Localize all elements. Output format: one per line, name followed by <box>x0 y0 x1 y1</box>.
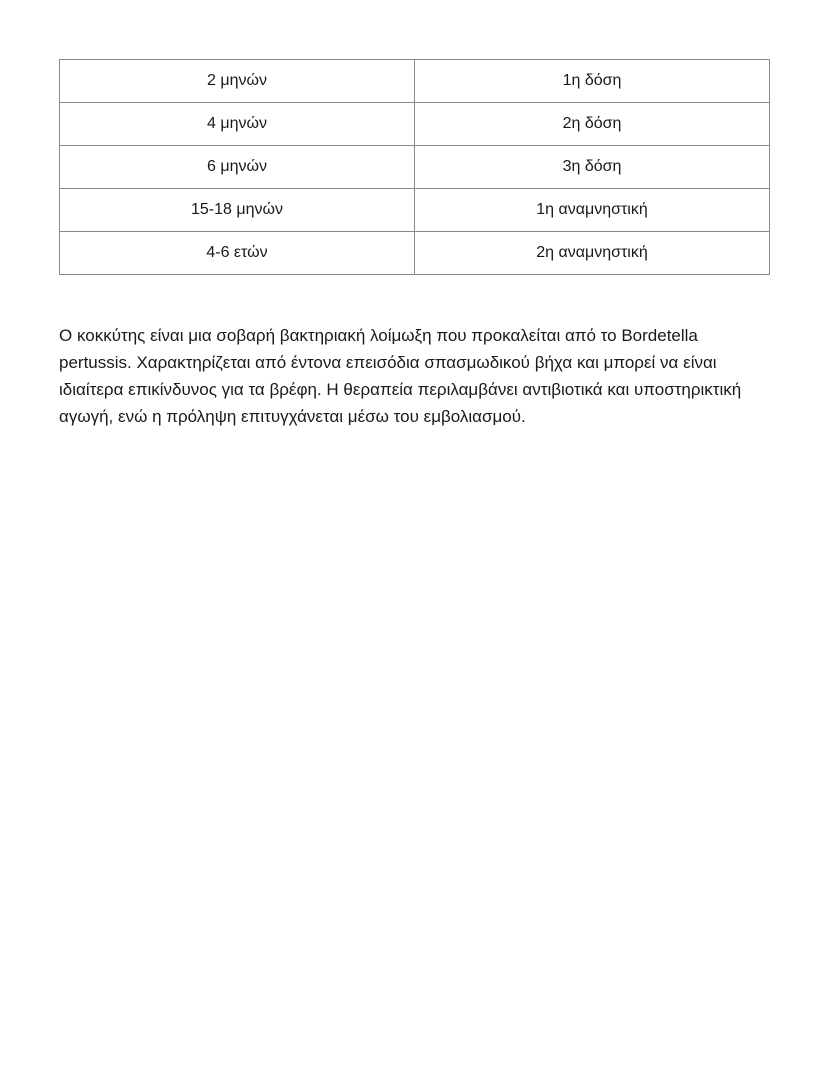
dose-cell: 2η αναμνηστική <box>415 232 770 275</box>
dose-cell: 1η αναμνηστική <box>415 189 770 232</box>
dose-cell: 3η δόση <box>415 146 770 189</box>
age-cell: 4-6 ετών <box>60 232 415 275</box>
age-cell: 2 μηνών <box>60 60 415 103</box>
dose-cell: 1η δόση <box>415 60 770 103</box>
pertussis-paragraph: Ο κοκκύτης είναι μια σοβαρή βακτηριακή λοίμωξη που προκαλείται από το Bordetella pertussis. Χαρακτηρίζεται από έντονα επεισόδια σπασμωδικού βήχα και μπορεί να είναι ιδιαίτερα επικίνδυνος για τα βρέφη. Η θεραπεία περιλαμβάνει αντιβιοτικά και υποστηρικτική αγωγή, ενώ η πρόληψη επιτυγχάνεται μέσω του εμβολιασμού. <box>59 326 742 426</box>
table-row <box>60 189 770 232</box>
table-row <box>60 232 770 275</box>
age-cell: 4 μηνών <box>60 103 415 146</box>
table-row <box>60 60 770 103</box>
table-row <box>60 103 770 146</box>
age-cell: 15-18 μηνών <box>60 189 415 232</box>
table-row <box>60 146 770 189</box>
vaccination-schedule-table <box>59 59 770 275</box>
dose-cell: 2η δόση <box>415 103 770 146</box>
age-cell: 6 μηνών <box>60 146 415 189</box>
